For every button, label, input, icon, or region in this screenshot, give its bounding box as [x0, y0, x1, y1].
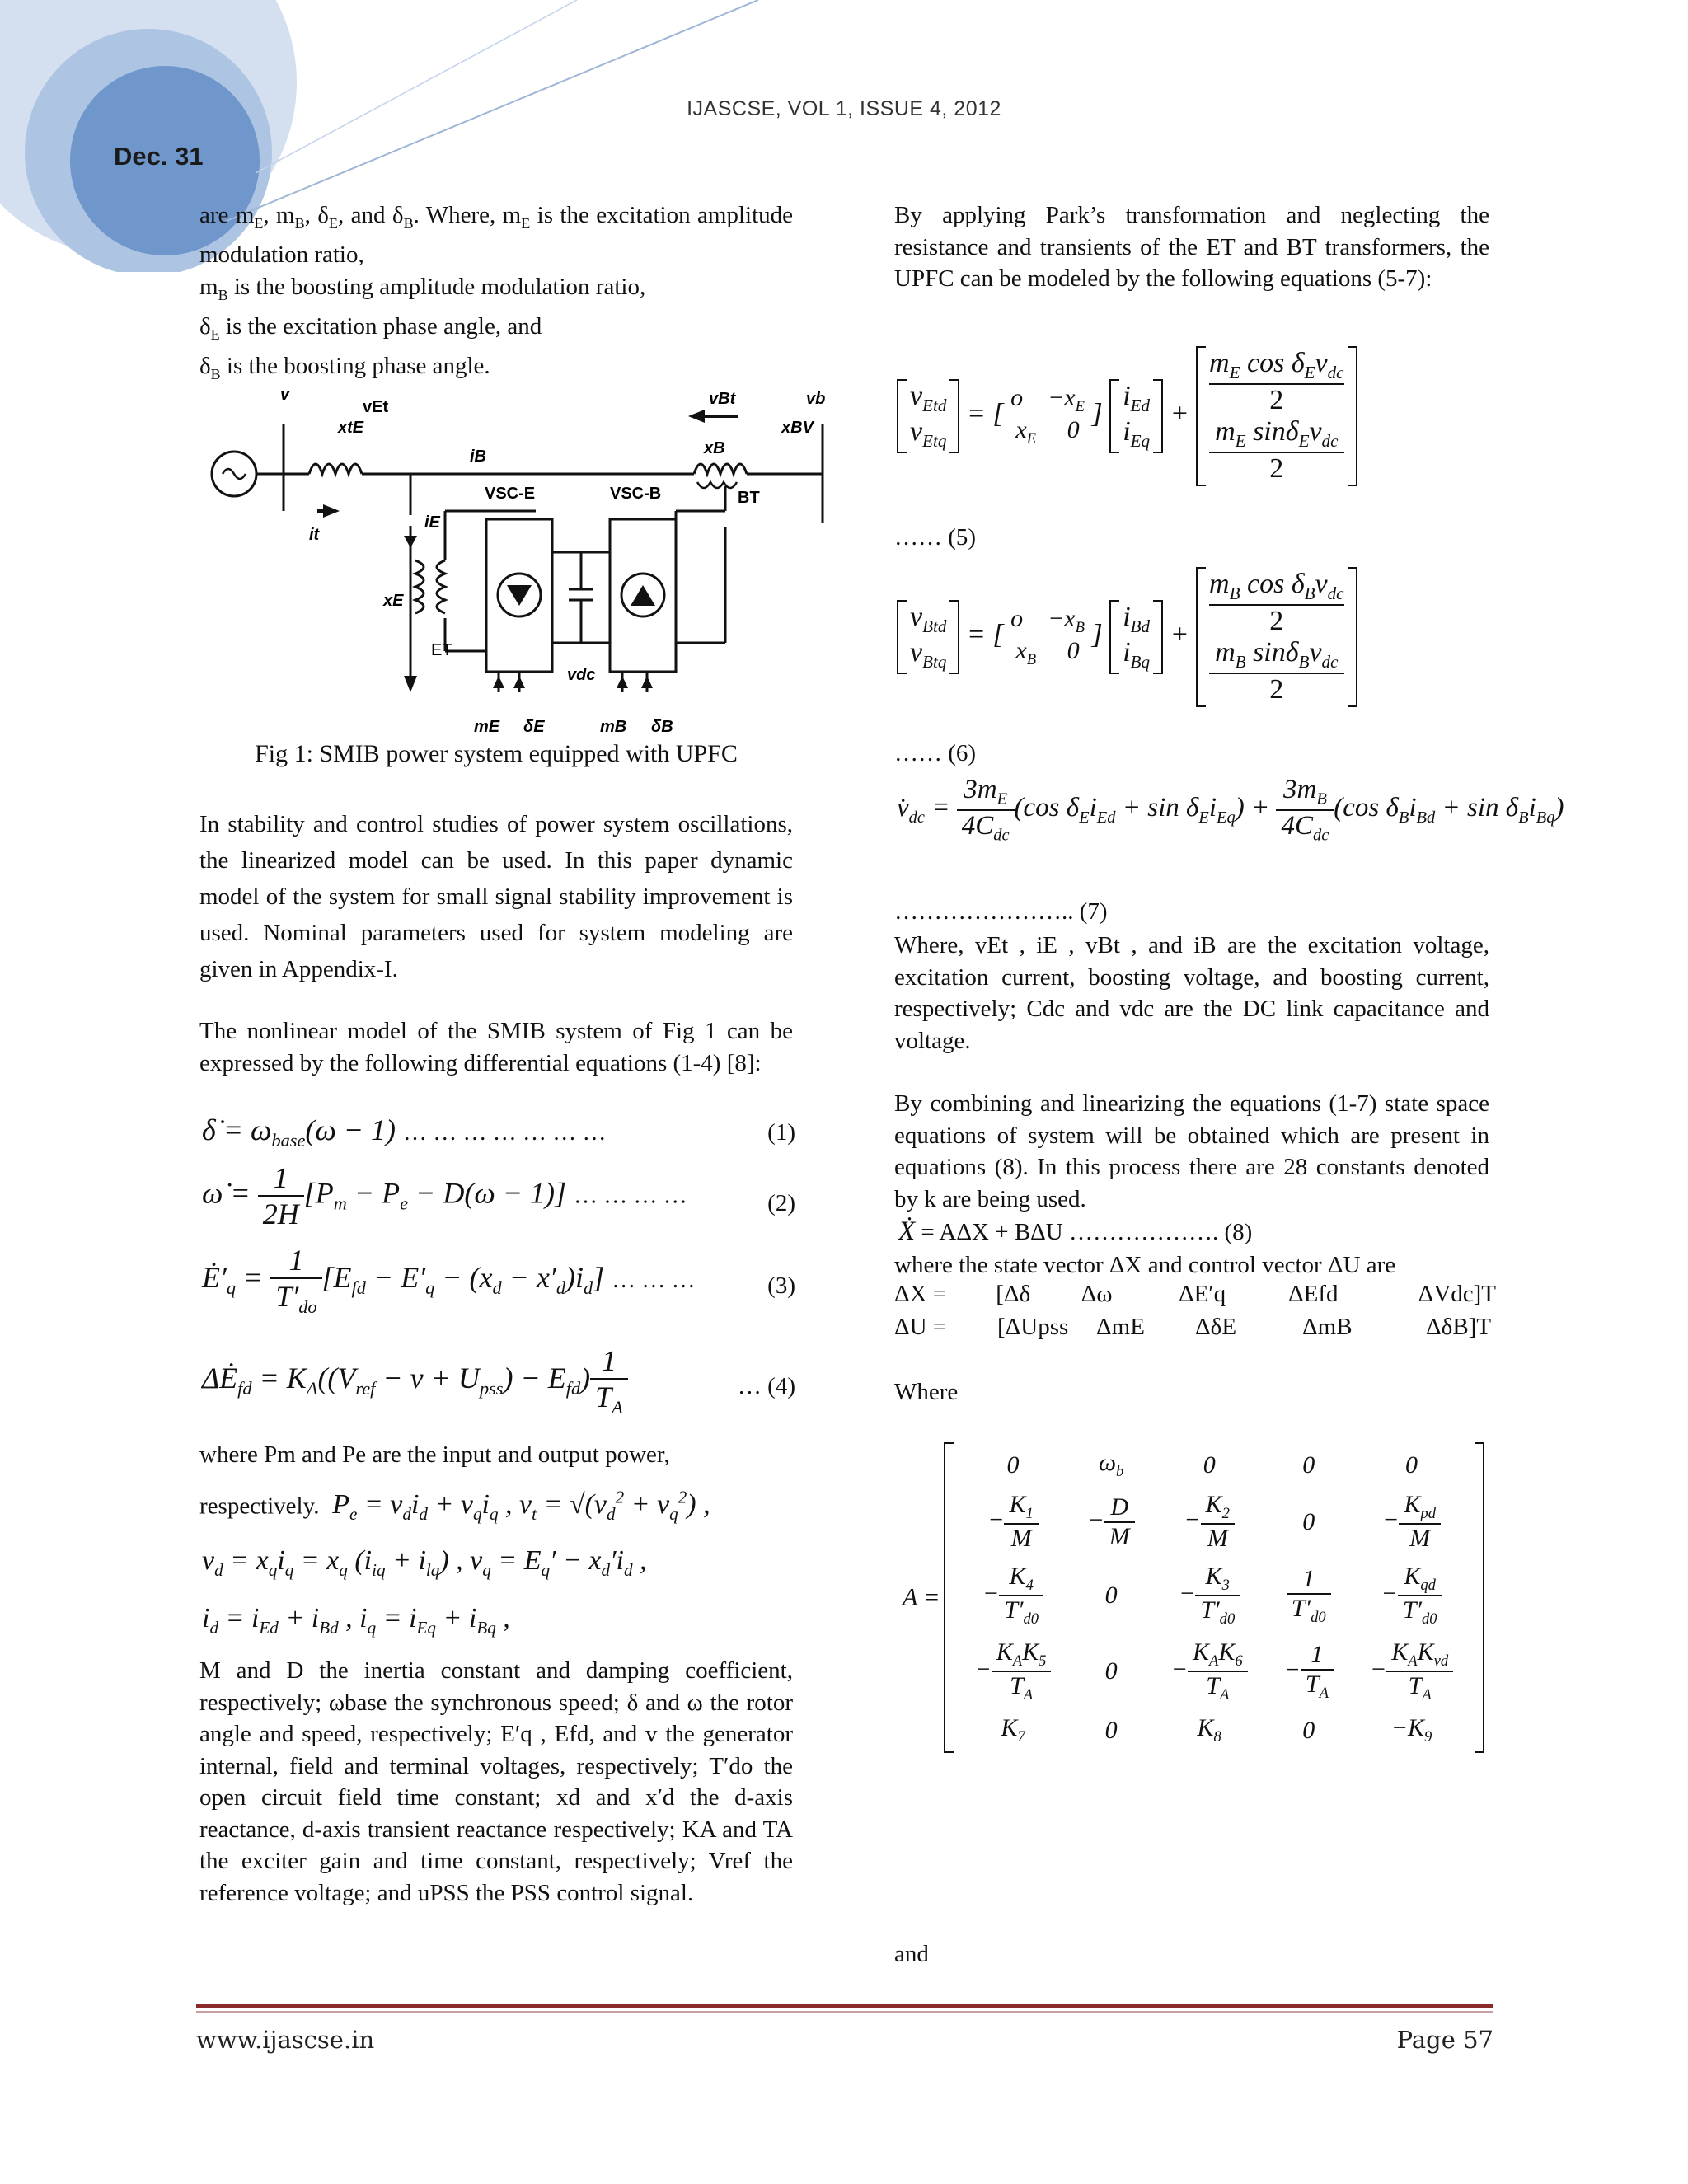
left-para1: In stability and control studies of power system oscillations, the linearized model can be used. In this paper dynamic model of the system for small signal stability improvement is used. Nominal parameters used for system modeling are given in Appendix-I. — [199, 811, 793, 982]
left-definitions: M and D the inertia constant and damping coefficient, respectively; ωbase the synchronous speed; δ and ω the rotor angle and speed, respectively; E′q , Efd, and v the generator internal, field and terminal voltages, respectively; T′do the open circuit field time constant; xd and x′d the d-axis reactance, d-axis transient reactance respectively; KA and TA the exciter gain and time constant, respectively; Vref the reference voltage; and uPSS the PSS control signal. — [199, 1657, 793, 1906]
intro-line: are $m_E$, $m_B$, $\delta_E$, and $\delta_B$. Where, $m_E$ is the excitation amplitude modulation ratio, — [199, 202, 793, 269]
fig-label-de: δE — [523, 718, 545, 736]
equation-1: δ̇ = $\omega_{base}(\omega - 1)$ … … … … … … … (1) — [202, 1113, 795, 1151]
fig-label-vscb: VSC-B — [610, 485, 662, 503]
equation-2: ω̇ = $\frac{1}{2H}$ $[P_m - P_e - D(\omega - 1)]$ … … … … (2) — [202, 1161, 795, 1230]
fig-label-vet: vEt — [363, 398, 389, 416]
voltage-equations: $v_d = x_qi_q = x_q$ $(i_{iq} + i_{lq})$ , $v_q = E_q' - x_d'i_d$ , — [202, 1545, 647, 1580]
equation-6: $v_{Btd}$ $v_{Btq}$ = [ o $-x_B$ $x_B$ 0 ] $i_{Bd}$ $i_{Bq}$ + $m_B$ $\cos \delta_Bv_{dc}$ 2 $m_B$ $\sin\delta_Bv_{dc}$ 2 — [897, 567, 1357, 707]
intro-line: $\delta_B$ is the boosting phase angle. — [199, 353, 490, 383]
footer-url[interactable]: www.ijascse.in — [196, 2026, 375, 2054]
issue-date: Dec. 31 — [114, 142, 204, 171]
right-para1: By applying Park’s transformation and neglecting the resistance and transients of the ET and BT transformers, the UPFC can be modeled by the following equations (5-7): — [894, 202, 1489, 292]
fig-label-bt: BT — [738, 489, 760, 507]
eq7-number: ………………….. (7) — [894, 898, 1108, 925]
matrix-a: A = 0 $\omega_b$ 0 0 0 − $\frac{K_1}{M}$ − $\frac{D}{M}$ − $\frac{K_2}{M}$ 0 − $\frac{K_{pd}}{M}$ − $\frac{K_4}{T'_{d0}}$ 0 − $\frac{K_3}{T'_{d0}}$ $\frac{1}{T'_{d0}}$ − $\frac{K_{qd}}{T'_{d0}}$ − $\frac{K_AK_5}{T_A}$ 0 − $\frac{K_AK_6}{T_A}$ − $\frac{1}{T_A}$ − $\frac{K_AK_{vd}}{T_A}$ $K_7$ 0 $K_8$ 0 $-K_9$ — [903, 1442, 1484, 1753]
equation-3: $Ė'_q$ = $\frac{1}{T'_{do}}$ $[E_{fd} - E'_q - (x_d - x'_d)i_d]$ … … … (3) — [202, 1244, 795, 1318]
fig-label-ib: iB — [470, 448, 486, 466]
fig-label-xte: xtE — [338, 419, 364, 437]
smib-upfc-diagram — [198, 379, 841, 742]
fig-label-et: ET — [431, 641, 452, 659]
fig-label-vb: vb — [806, 390, 826, 408]
fig-label-it: it — [309, 526, 320, 544]
current-equations: $i_d = i_{Ed} + i_{Bd}$ , $i_q = i_{Eq} + i_{Bq}$ , — [202, 1603, 510, 1638]
equation-8: Ẋ = AΔX + BΔU ………………. (8) — [898, 1216, 1253, 1246]
page-number: Page 57 — [1396, 2026, 1493, 2054]
state-vector-text: where the state vector ΔX and control vector ΔU are — [894, 1252, 1396, 1278]
fig-label-xbv: xBV — [781, 419, 814, 437]
footer-rule-thin — [196, 2011, 1493, 2013]
equation-4: $\Delta Ė_{fd} = K_A((V_{ref} - v + U_{pss}) - E_{fd})$ $\frac{1}{T_A}$ … (4) — [202, 1344, 795, 1418]
right-para2: Where, vEt , iE , vBt , and iB are the excitation voltage, excitation current, boosting voltage, and boosting current, respectively; Cdc and vdc are the DC link capacitance and voltage. — [894, 932, 1489, 1054]
left-para2: The nonlinear model of the SMIB system of Fig 1 can be expressed by the following differential equations (1-4) [8]: — [199, 1018, 793, 1076]
eq6-number: …… (6) — [894, 740, 977, 766]
fig-label-vsce: VSC-E — [485, 485, 536, 503]
eq5-number: …… (5) — [894, 524, 977, 551]
where-label: Where — [894, 1379, 959, 1405]
fig-label-vbt: vBt — [709, 390, 736, 408]
power-equations: respectively. $P_e = v_di_d + v_qi_q$ , $v_t = √(v_d^2 + v_q^2)$ , — [199, 1488, 710, 1525]
fig-label-mb: mB — [600, 718, 627, 736]
fig-label-vdc: vdc — [567, 666, 596, 684]
footer-rule — [196, 2004, 1493, 2008]
figure-caption: Fig 1: SMIB power system equipped with UPFC — [255, 740, 738, 767]
fig-label-ie: iE — [424, 513, 440, 532]
intro-line: $m_B$ is the boosting amplitude modulation ratio, — [199, 273, 646, 303]
and-label: and — [894, 1941, 929, 1967]
equation-7: $v̇_{dc}$ = $\frac{3m_E}{4C_{dc}}$ (cos $\delta_Ei_{Ed} + \sin \delta_Ei_{Eq}$) + $\frac{3m_B}{4C_{dc}}$ (cos $\delta_Bi_{Bd} + \sin \delta_Bi_{Bq}$) — [897, 775, 1564, 845]
dx-vector: ΔX = [Δδ Δω ΔE′q ΔEfd ΔVdc]T — [894, 1281, 1497, 1307]
left-intro — [199, 199, 793, 391]
journal-header: IJASCSE, VOL 1, ISSUE 4, 2012 — [687, 97, 1001, 120]
where-power: where Pm and Pe are the input and output power, — [199, 1441, 670, 1468]
fig-label-xe: xE — [383, 592, 404, 610]
fig-label-db: δB — [651, 718, 673, 736]
fig-label-v: v — [280, 386, 290, 404]
equation-5: $v_{Etd}$ $v_{Etq}$ = [ o $-x_E$ $x_E$ 0 ] $i_{Ed}$ $i_{Eq}$ + $m_E$ $\cos \delta_Ev_{dc}$ 2 $m_E$ $\sin\delta_Ev_{dc}$ 2 — [897, 346, 1357, 486]
fig-label-xb: xB — [704, 439, 725, 457]
intro-line: $\delta_E$ is the excitation phase angle, and — [199, 313, 542, 343]
right-para3: By combining and linearizing the equations (1-7) state space equations of system will be obtained which are present in equations (8). In this process there are 28 constants denoted by k are being used. — [894, 1090, 1489, 1212]
du-vector: ΔU = [ΔUpss ΔmE ΔδE ΔmB ΔδB]T — [894, 1314, 1492, 1340]
fig-label-me: mE — [474, 718, 500, 736]
